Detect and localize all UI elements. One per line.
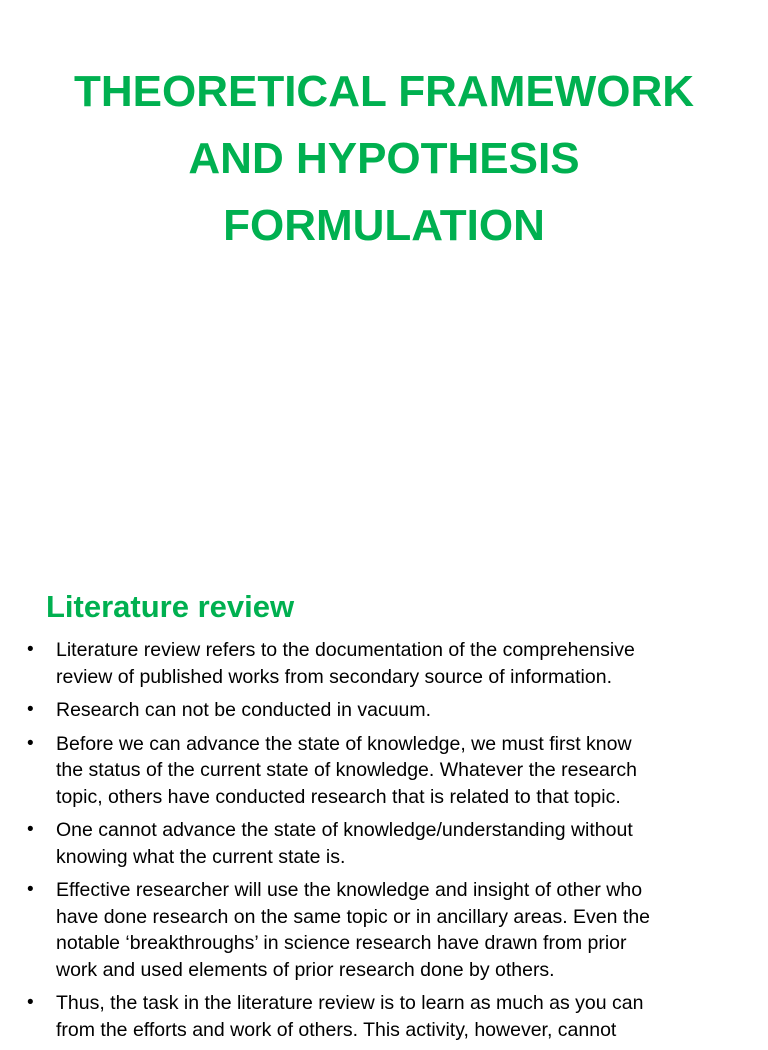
bullet-item	[0, 731, 768, 811]
bullet-dot: •	[27, 819, 34, 840]
slide-title	[0, 58, 768, 259]
bullet-text-line: Research can not be conducted in vacuum.	[56, 699, 432, 721]
bullet-text-line: work and used elements of prior research done by others.	[56, 958, 555, 981]
bullet-item	[0, 697, 768, 724]
bullet-text-line: Literature review refers to the documentation of the comprehensive	[56, 639, 635, 661]
bullet-item	[0, 877, 768, 983]
bullet-text-line: review of published works from secondary source of information.	[56, 665, 612, 688]
bullet-dot: •	[27, 992, 34, 1013]
bullet-text-line: Thus, the task in the literature review is to learn as much as you can	[56, 992, 644, 1014]
bullet-text-line: notable ‘breakthroughs’ in science research have drawn from prior	[56, 932, 627, 954]
bullet-text-line: One cannot advance the state of knowledge/understanding without	[56, 819, 633, 841]
slide-title-line: FORMULATION	[223, 201, 545, 250]
bullet-list	[0, 637, 768, 1050]
bullet-dot: •	[27, 879, 34, 900]
bullet-item	[0, 990, 768, 1043]
bullet-dot: •	[27, 639, 34, 660]
bullet-text-line: topic, others have conducted research that is related to that topic.	[56, 785, 621, 808]
bullet-text-line: knowing what the current state is.	[56, 845, 346, 868]
section-heading: Literature review	[46, 589, 295, 624]
bullet-text-line: Effective researcher will use the knowledge and insight of other who	[56, 879, 643, 901]
bullet-text-line: from the efforts and work of others. This activity, however, cannot	[56, 1018, 617, 1041]
bullet-item	[0, 817, 768, 870]
slide-title-line: AND HYPOTHESIS	[188, 134, 580, 183]
bullet-text-line: have done research on the same topic or in ancillary areas. Even the	[56, 905, 651, 928]
bullet-dot: •	[27, 699, 34, 720]
slide-title-line: THEORETICAL FRAMEWORK	[73, 67, 695, 116]
bullet-item	[0, 637, 768, 690]
bullet-dot: •	[27, 732, 34, 754]
bullet-text-line: Before we can advance the state of knowledge, we must first know	[56, 732, 632, 755]
bullet-text-line: the status of the current state of knowledge. Whatever the research	[56, 759, 637, 781]
